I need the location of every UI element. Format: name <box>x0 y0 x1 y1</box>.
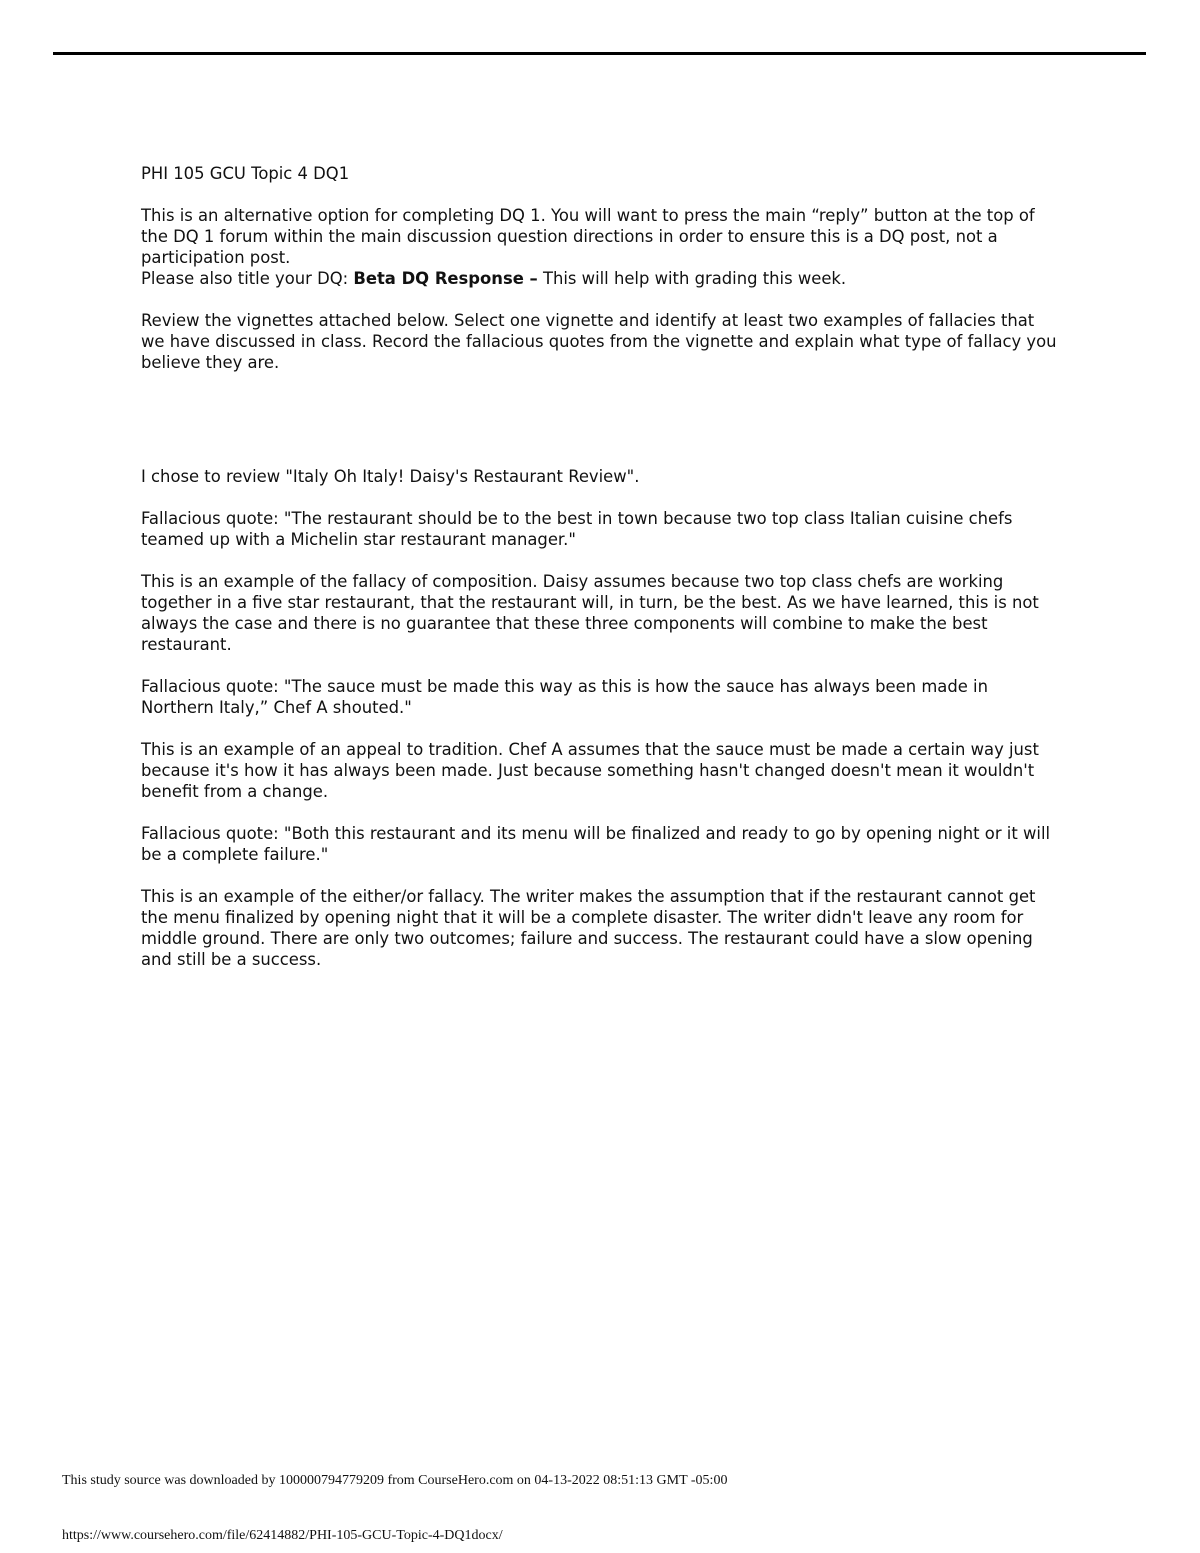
title-instruction-suffix: This will help with grading this week. <box>537 269 847 288</box>
instructions-paragraph: Review the vignettes attached below. Select one vignette and identify at least two examples of fallacies that we have discussed in class. Record the fallacious quotes from the vignette and explain what type of fallacy you believe they are. <box>141 311 1057 372</box>
title-instruction <box>141 268 1061 289</box>
document-title: PHI 105 GCU Topic 4 DQ1 <box>141 164 350 183</box>
title-instruction-bold: Beta DQ Response – <box>353 269 538 288</box>
intro-paragraph: This is an alternative option for completing DQ 1. You will want to press the main “reply” button at the top of the DQ 1 forum within the main discussion question directions in order to ensure this is a DQ post, not a participation post. <box>141 206 1035 267</box>
fallacious-quote-1: Fallacious quote: "The restaurant should be to the best in town because two top class Italian cuisine chefs teamed up with a Michelin star restaurant manager." <box>141 509 1013 549</box>
source-url-link[interactable]: https://www.coursehero.com/file/62414882/PHI-105-GCU-Topic-4-DQ1docx/ <box>62 1528 503 1543</box>
download-notice: This study source was downloaded by 100000794779209 from CourseHero.com on 04-13-2022 08:51:13 GMT -05:00 <box>62 1473 728 1488</box>
explanation-1: This is an example of the fallacy of composition. Daisy assumes because two top class chefs are working together in a five star restaurant, that the restaurant will, in turn, be the best. As we have learned, this is not always the case and there is no guarantee that these three components will combine to make the best restaurant. <box>141 572 1039 654</box>
document-body <box>141 163 1061 970</box>
title-instruction-prefix: Please also title your DQ: <box>141 269 354 288</box>
explanation-2: This is an example of an appeal to tradition. Chef A assumes that the sauce must be made a certain way just because it's how it has always been made. Just because something hasn't changed doesn't mean it wouldn't benefit from a change. <box>141 740 1039 801</box>
fallacious-quote-2: Fallacious quote: "The sauce must be made this way as this is how the sauce has always been made in Northern Italy,” Chef A shouted." <box>141 677 988 717</box>
explanation-3: This is an example of the either/or fallacy. The writer makes the assumption that if the restaurant cannot get the menu finalized by opening night that it will be a complete disaster. The writer didn't leave any room for middle ground. There are only two outcomes; failure and success. The restaurant could have a slow opening and still be a success. <box>141 887 1036 969</box>
vignette-choice: I chose to review "Italy Oh Italy! Daisy's Restaurant Review". <box>141 467 640 486</box>
header-rule <box>53 52 1146 55</box>
fallacious-quote-3: Fallacious quote: "Both this restaurant and its menu will be finalized and ready to go by opening night or it will be a complete failure." <box>141 824 1051 864</box>
